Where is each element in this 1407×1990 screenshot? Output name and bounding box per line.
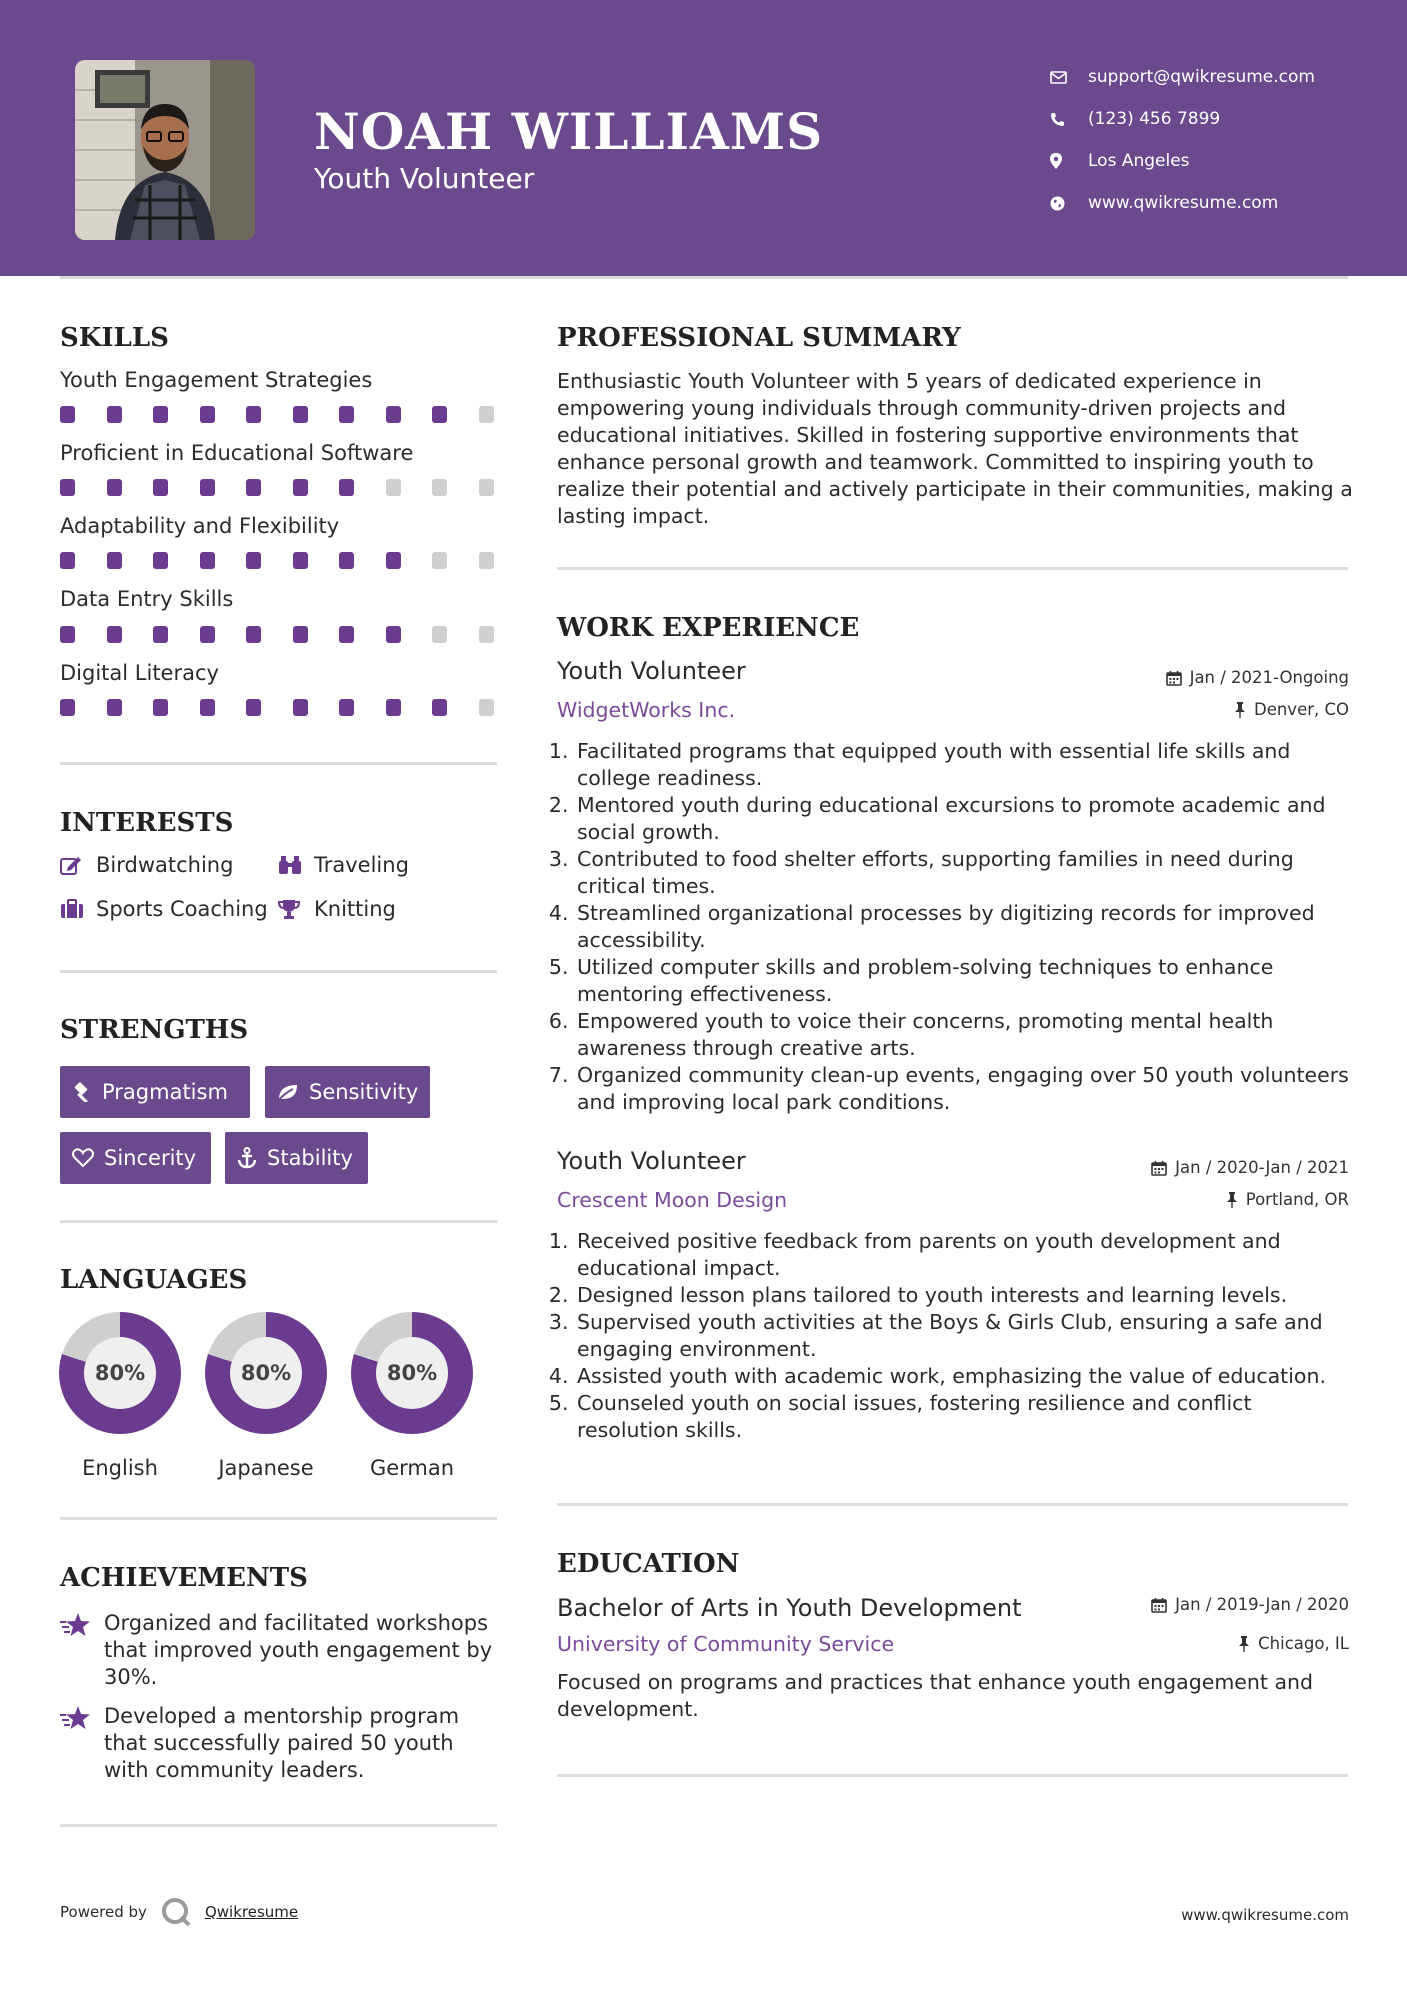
location-pin-icon (1050, 153, 1088, 169)
strength-tag (60, 1132, 211, 1184)
candidate-role: Youth Volunteer (314, 162, 535, 195)
rating-dot-filled (200, 552, 215, 569)
rating-dot-filled (200, 406, 215, 423)
job-title: Youth Volunteer (557, 1147, 746, 1175)
strength-label: Sensitivity (309, 1080, 419, 1104)
language-item (205, 1312, 327, 1480)
language-ring (351, 1312, 473, 1434)
skill-name: Digital Literacy (60, 661, 219, 685)
job-bullets (557, 738, 1357, 1116)
job-bullet: 3. Contributed to food shelter efforts, supporting families in need during critical times. (575, 846, 1357, 900)
job-location (1226, 1190, 1349, 1209)
interest-label: Traveling (314, 853, 409, 877)
rating-dot-filled (200, 479, 215, 496)
rating-dot-empty (479, 479, 494, 496)
star-icon (60, 1610, 104, 1691)
skill-rating (60, 626, 525, 643)
language-percent: 80% (84, 1337, 156, 1409)
language-name: German (369, 1456, 455, 1480)
rating-dot-filled (339, 626, 354, 643)
skill-rating (60, 479, 525, 496)
language-ring (205, 1312, 327, 1434)
rating-dot-filled (246, 552, 261, 569)
rating-dot-filled (432, 406, 447, 423)
interest-label: Sports Coaching (96, 897, 268, 921)
rating-dot-filled (339, 552, 354, 569)
rating-dot-empty (479, 699, 494, 716)
trophy-icon (278, 899, 314, 919)
rating-dot-filled (60, 406, 75, 423)
education-dates-text: Jan / 2019-Jan / 2020 (1175, 1595, 1349, 1614)
job-bullet: 2. Mentored youth during educational excursions to promote academic and social growth. (575, 792, 1357, 846)
rating-dot-filled (107, 699, 122, 716)
rating-dot-filled (153, 552, 168, 569)
section-divider (60, 762, 497, 765)
pushpin-icon (1238, 1636, 1250, 1652)
job-bullet: 2. Designed lesson plans tailored to youth interests and learning levels. (575, 1282, 1357, 1309)
rating-dot-filled (246, 479, 261, 496)
header-banner (0, 0, 1407, 276)
rating-dot-filled (246, 626, 261, 643)
calendar-icon (1151, 1597, 1167, 1613)
rating-dot-filled (153, 699, 168, 716)
job-dates-text: Jan / 2021-Ongoing (1189, 668, 1349, 687)
rating-dot-empty (479, 626, 494, 643)
binoculars-icon (278, 855, 314, 875)
job-location-text: Denver, CO (1253, 700, 1349, 719)
rating-dot-filled (60, 699, 75, 716)
skill-name: Proficient in Educational Software (60, 441, 414, 465)
powered-by-label: Powered by (60, 1903, 147, 1921)
contact-list (1050, 56, 1380, 224)
rating-dot-empty (479, 406, 494, 423)
contact-email-text: support@qwikresume.com (1088, 67, 1315, 87)
interest-item (60, 853, 233, 877)
rating-dot-filled (339, 479, 354, 496)
rating-dot-empty (432, 552, 447, 569)
job-bullet: 6. Empowered youth to voice their concerns, promoting mental health awareness through creative arts. (575, 1008, 1357, 1062)
rating-dot-filled (339, 699, 354, 716)
rating-dot-filled (293, 479, 308, 496)
rating-dot-filled (293, 552, 308, 569)
skill-name: Data Entry Skills (60, 587, 234, 611)
star-icon (60, 1703, 104, 1784)
job-bullet: 7. Organized community clean-up events, engaging over 50 youth volunteers and improving local park conditions. (575, 1062, 1357, 1116)
experience-heading: WORK EXPERIENCE (557, 613, 860, 643)
contact-location (1050, 140, 1380, 182)
strength-label: Stability (267, 1146, 353, 1170)
school-name: University of Community Service (557, 1632, 895, 1656)
anchor-icon (237, 1147, 257, 1169)
rating-dot-filled (60, 626, 75, 643)
rating-dot-filled (386, 626, 401, 643)
rating-dot-filled (107, 552, 122, 569)
job-bullet: 5. Counseled youth on social issues, fostering resilience and conflict resolution skills. (575, 1390, 1357, 1444)
rating-dot-filled (432, 699, 447, 716)
rating-dot-filled (153, 479, 168, 496)
job-bullet: 4. Assisted youth with academic work, emphasizing the value of education. (575, 1363, 1357, 1390)
skills-heading: SKILLS (60, 323, 169, 353)
section-divider (60, 1220, 497, 1223)
rating-dot-filled (107, 626, 122, 643)
footer-powered-by (60, 1897, 298, 1927)
skill-rating (60, 406, 525, 423)
language-ring (59, 1312, 181, 1434)
rating-dot-empty (386, 479, 401, 496)
job-title: Youth Volunteer (557, 657, 746, 685)
job-bullet: 1. Received positive feedback from parents on youth development and educational impact. (575, 1228, 1357, 1282)
skill-name: Adaptability and Flexibility (60, 514, 340, 538)
education-heading: EDUCATION (557, 1549, 740, 1579)
strength-tag (60, 1066, 250, 1118)
rating-dot-filled (339, 406, 354, 423)
achievement-text: Organized and facilitated workshops that improved youth engagement by 30%. (104, 1611, 493, 1689)
section-divider (557, 1503, 1348, 1506)
contact-website-text: www.qwikresume.com (1088, 193, 1279, 213)
rating-dot-filled (293, 406, 308, 423)
languages-heading: LANGUAGES (60, 1265, 248, 1295)
rating-dot-empty (479, 552, 494, 569)
rating-dot-filled (107, 479, 122, 496)
interests-heading: INTERESTS (60, 808, 234, 838)
rating-dot-filled (153, 406, 168, 423)
education-description: Focused on programs and practices that enhance youth engagement and development. (557, 1670, 1314, 1721)
strength-label: Pragmatism (102, 1080, 228, 1104)
qwikresume-logo-icon (161, 1897, 191, 1927)
job-bullet: 4. Streamlined organizational processes by digitizing records for improved accessibility. (575, 900, 1357, 954)
section-divider (557, 567, 1348, 570)
company-name: Crescent Moon Design (557, 1188, 788, 1212)
interest-item (278, 897, 396, 921)
heart-icon (72, 1148, 94, 1168)
rating-dot-filled (200, 626, 215, 643)
section-divider (60, 1824, 497, 1827)
pushpin-icon (1226, 1192, 1238, 1208)
rating-dot-filled (293, 699, 308, 716)
interest-label: Knitting (314, 897, 396, 921)
section-divider (60, 1517, 497, 1520)
achievement-text: Developed a mentorship program that successfully paired 50 youth with community leaders. (104, 1704, 460, 1782)
interest-item (278, 853, 409, 877)
candidate-name: NOAH WILLIAMS (314, 102, 824, 161)
header-divider (60, 276, 1348, 279)
briefcase-icon (60, 899, 96, 919)
job-bullet: 1. Facilitated programs that equipped youth with essential life skills and college readiness. (575, 738, 1357, 792)
contact-location-text: Los Angeles (1088, 151, 1190, 171)
envelope-icon (1050, 71, 1088, 84)
contact-website[interactable] (1050, 182, 1380, 224)
skill-rating (60, 699, 525, 716)
leaf-icon (277, 1083, 299, 1101)
achievements-heading: ACHIEVEMENTS (60, 1563, 308, 1593)
language-percent: 80% (376, 1337, 448, 1409)
language-name: Japanese (218, 1456, 314, 1480)
rating-dot-filled (153, 626, 168, 643)
rating-dot-filled (293, 626, 308, 643)
job-location-text: Portland, OR (1245, 1190, 1349, 1209)
skill-rating (60, 552, 525, 569)
rating-dot-filled (200, 699, 215, 716)
language-item (351, 1312, 473, 1480)
job-location (1234, 700, 1349, 719)
interest-label: Birdwatching (96, 853, 234, 877)
interest-item (60, 897, 268, 921)
section-divider (60, 970, 497, 973)
job-bullets (557, 1228, 1357, 1444)
strength-label: Sincerity (104, 1146, 197, 1170)
rating-dot-filled (386, 699, 401, 716)
rating-dot-filled (107, 406, 122, 423)
education-dates (1151, 1595, 1349, 1614)
section-divider (557, 1774, 1348, 1777)
rating-dot-filled (386, 552, 401, 569)
achievement-item (60, 1610, 500, 1691)
achievement-item (60, 1703, 500, 1784)
edit-icon (60, 855, 96, 875)
footer-url[interactable]: www.qwikresume.com (1181, 1906, 1349, 1924)
job-dates (1151, 1158, 1349, 1177)
strengths-heading: STRENGTHS (60, 1015, 249, 1045)
gavel-icon (72, 1082, 92, 1102)
education-location (1238, 1634, 1349, 1653)
rating-dot-empty (432, 626, 447, 643)
calendar-icon (1166, 670, 1182, 686)
rating-dot-filled (60, 479, 75, 496)
language-name: English (82, 1456, 158, 1480)
strength-tag (225, 1132, 368, 1184)
contact-phone[interactable] (1050, 98, 1380, 140)
rating-dot-filled (60, 552, 75, 569)
profile-photo (75, 60, 255, 240)
contact-email[interactable] (1050, 56, 1380, 98)
language-item (59, 1312, 181, 1480)
job-dates (1166, 668, 1349, 687)
phone-icon (1050, 112, 1088, 127)
skill-name: Youth Engagement Strategies (60, 368, 373, 392)
job-dates-text: Jan / 2020-Jan / 2021 (1175, 1158, 1349, 1177)
rating-dot-filled (246, 699, 261, 716)
pushpin-icon (1234, 702, 1246, 718)
language-percent: 80% (230, 1337, 302, 1409)
job-bullet: 3. Supervised youth activities at the Boys & Girls Club, ensuring a safe and engaging environment. (575, 1309, 1357, 1363)
company-name: WidgetWorks Inc. (557, 698, 736, 722)
globe-icon (1050, 196, 1088, 211)
summary-heading: PROFESSIONAL SUMMARY (557, 323, 961, 353)
brand-link[interactable]: Qwikresume (204, 1903, 299, 1921)
rating-dot-empty (432, 479, 447, 496)
job-bullet: 5. Utilized computer skills and problem-solving techniques to enhance mentoring effectiveness. (575, 954, 1357, 1008)
contact-phone-text: (123) 456 7899 (1088, 109, 1221, 129)
strength-tag (265, 1066, 430, 1118)
rating-dot-filled (386, 406, 401, 423)
rating-dot-filled (246, 406, 261, 423)
summary-text: Enthusiastic Youth Volunteer with 5 years of dedicated experience in empowering young individuals through community-driven projects and educational initiatives. Skilled in fostering supportive environments that enhance personal growth and teamwork. Committed to inspiring youth to realize their potential and actively participate in their communities, making a lasting impact. (557, 369, 1353, 528)
degree-title: Bachelor of Arts in Youth Development (557, 1594, 1022, 1622)
education-location-text: Chicago, IL (1258, 1634, 1349, 1653)
calendar-icon (1151, 1160, 1167, 1176)
